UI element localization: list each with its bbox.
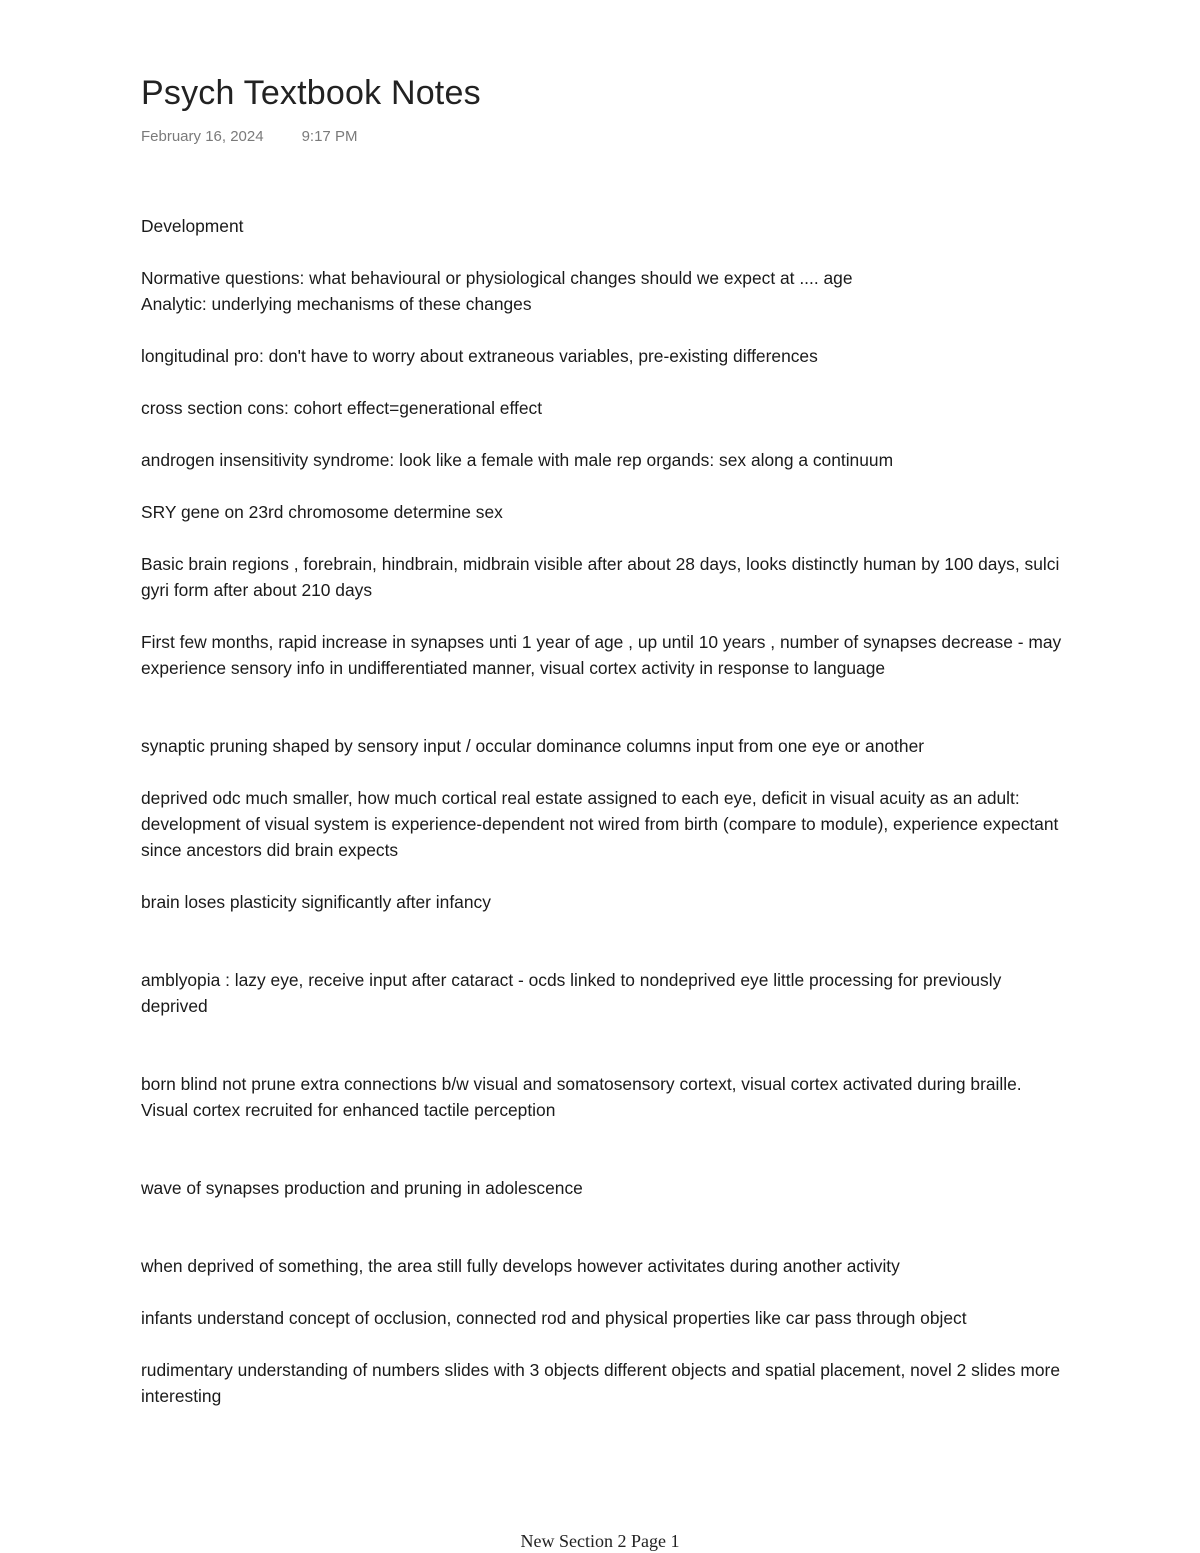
note-line: Basic brain regions , forebrain, hindbrain, midbrain visible after about 28 days, looks distinctly human by 100 days, sulci gyri form after about 210 days xyxy=(141,554,1060,600)
note-line: Normative questions: what behavioural or physiological changes should we expect at .... age xyxy=(141,268,853,288)
note-line: infants understand concept of occlusion, connected rod and physical properties like car pass through object xyxy=(141,1308,967,1328)
note-line: SRY gene on 23rd chromosome determine sex xyxy=(141,502,503,522)
page-footer: New Section 2 Page 1 xyxy=(520,1531,680,1551)
page-metadata xyxy=(141,128,357,145)
note-line: synaptic pruning shaped by sensory input / occular dominance columns input from one eye or another xyxy=(141,736,925,756)
note-line: Analytic: underlying mechanisms of these changes xyxy=(141,294,532,314)
note-line: androgen insensitivity syndrome: look like a female with male rep organds: sex along a continuum xyxy=(141,450,894,470)
page-title: Psych Textbook Notes xyxy=(141,74,481,112)
note-line: deprived odc much smaller, how much cortical real estate assigned to each eye, deficit in visual acuity as an adult: development of visual system is experience-dependent not wired from birth (compare to module), experience expectant since ancestors did brain expects xyxy=(141,788,1059,860)
note-line: amblyopia : lazy eye, receive input after cataract - ocds linked to nondeprived eye little processing for previously deprived xyxy=(141,970,1002,1016)
page-time: 9:17 PM xyxy=(301,128,358,145)
note-line: wave of synapses production and pruning in adolescence xyxy=(141,1178,583,1198)
note-line: born blind not prune extra connections b/w visual and somatosensory cortext, visual cortex activated during braille. Visual cortex recruited for enhanced tactile perception xyxy=(141,1074,1022,1120)
note-line: First few months, rapid increase in synapses unti 1 year of age , up until 10 years , number of synapses decrease - may experience sensory info in undifferentiated manner, visual cortex activity in response to language xyxy=(141,632,1062,678)
note-line: rudimentary understanding of numbers slides with 3 objects different objects and spatial placement, novel 2 slides more interesting xyxy=(141,1360,1060,1406)
note-heading: Development xyxy=(141,216,244,236)
note-line: longitudinal pro: don't have to worry about extraneous variables, pre-existing differences xyxy=(141,346,818,366)
notes-body xyxy=(141,213,1071,1409)
note-line: when deprived of something, the area still fully develops however activitates during another activity xyxy=(141,1256,900,1276)
page-date: February 16, 2024 xyxy=(141,128,264,145)
note-line: cross section cons: cohort effect=generational effect xyxy=(141,398,543,418)
note-line: brain loses plasticity significantly after infancy xyxy=(141,892,491,912)
